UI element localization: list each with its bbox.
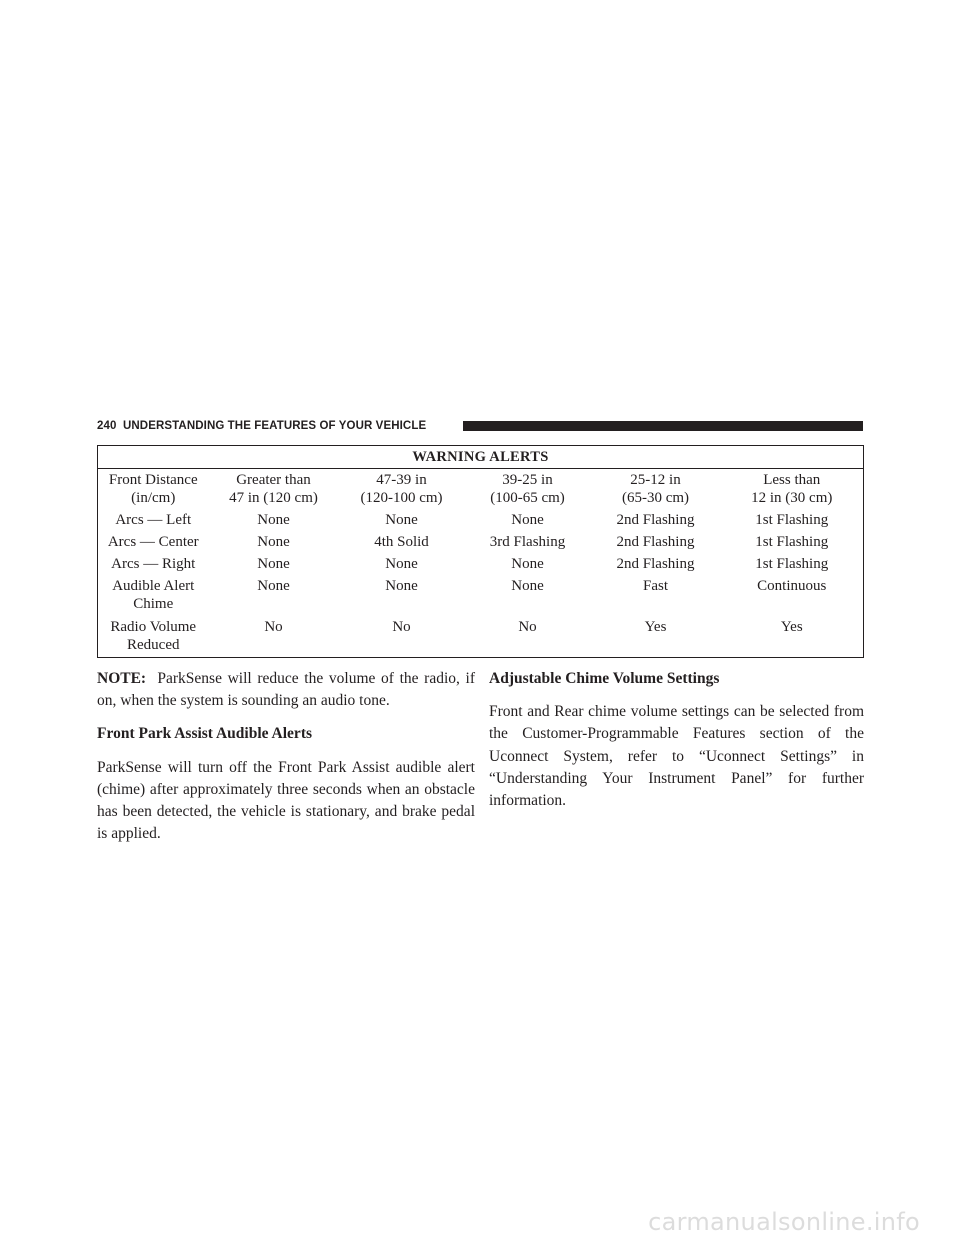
table-cell: [465, 531, 591, 553]
cell-text: Greater than: [236, 472, 311, 488]
cell-text: None: [257, 578, 290, 594]
cell-text: (65-30 cm): [621, 490, 690, 506]
table-cell: [721, 575, 864, 616]
cell-text: None: [257, 534, 290, 550]
table-row: [98, 575, 864, 616]
table-cell: [465, 575, 591, 616]
note-paragraph: [97, 668, 475, 712]
cell-text: 47-39 in: [376, 472, 427, 488]
table-title: WARNING ALERTS: [98, 446, 864, 469]
table-cell: [591, 509, 721, 531]
table-row: [98, 616, 864, 658]
table-cell: [721, 616, 864, 658]
section-title: UNDERSTANDING THE FEATURES OF YOUR VEHICLE: [123, 420, 427, 432]
cell-text: None: [511, 556, 544, 572]
cell-text: Yes: [644, 619, 667, 635]
watermark-text: carmanualsonline.info: [648, 1208, 920, 1236]
table-cell: [591, 531, 721, 553]
table-cell: [339, 509, 465, 531]
cell-text: None: [385, 578, 418, 594]
table-cell: [465, 553, 591, 575]
cell-text: 12 in (30 cm): [751, 490, 833, 506]
cell-text: 2nd Flashing: [616, 534, 695, 550]
table-cell: [339, 575, 465, 616]
table-header-cell: [721, 469, 864, 510]
cell-text: Arcs — Right: [111, 556, 196, 572]
cell-text: 39-25 in: [502, 472, 553, 488]
table-cell: [98, 616, 209, 658]
table-cell: [98, 531, 209, 553]
table-cell: [209, 531, 339, 553]
cell-text: Front Distance: [108, 472, 198, 488]
table-row: [98, 531, 864, 553]
cell-text: None: [257, 556, 290, 572]
cell-text: (120-100 cm): [360, 490, 443, 506]
cell-text: 2nd Flashing: [616, 512, 695, 528]
page-header: [97, 419, 863, 433]
chime-volume-paragraph: Front and Rear chime volume settings can be selected from the Customer-Programmable Features section of the Uconnect System, refer to “Uconnect Settings” in “Understanding Your Instrument Panel” for further information.: [489, 703, 864, 810]
cell-text: None: [511, 512, 544, 528]
cell-text: No: [392, 619, 411, 635]
table-cell: [721, 553, 864, 575]
table-cell: [339, 616, 465, 658]
table-cell: [98, 509, 209, 531]
table-cell: [465, 509, 591, 531]
table-cell: [591, 553, 721, 575]
table-cell: [339, 531, 465, 553]
header-rule: [463, 421, 863, 431]
warning-alerts-table: [97, 445, 864, 658]
table-cell: [721, 509, 864, 531]
table-header-cell: [209, 469, 339, 510]
cell-text: None: [385, 556, 418, 572]
cell-text: 1st Flashing: [755, 556, 829, 572]
cell-text: None: [511, 578, 544, 594]
table-header-cell: [465, 469, 591, 510]
table-header-cell: [591, 469, 721, 510]
table-cell: [209, 575, 339, 616]
cell-text: 4th Solid: [374, 534, 429, 550]
table-row: [98, 509, 864, 531]
note-text: ParkSense will reduce the volume of the radio, if on, when the system is sounding an audio tone.: [97, 670, 475, 710]
chime-volume-heading: Adjustable Chime Volume Settings: [489, 670, 720, 687]
cell-text: 3rd Flashing: [489, 534, 566, 550]
cell-text: 1st Flashing: [755, 512, 829, 528]
cell-text: Yes: [780, 619, 803, 635]
cell-text: 47 in (120 cm): [229, 490, 318, 506]
note-label: NOTE:: [97, 670, 147, 687]
front-park-assist-paragraph: ParkSense will turn off the Front Park Assist audible alert (chime) after approximately three seconds when an obstacle has been detected, the vehicle is stationary, and brake pedal is applied.: [97, 758, 475, 843]
cell-text: (in/cm): [131, 490, 176, 506]
cell-text: Fast: [642, 578, 668, 594]
table-cell: [209, 509, 339, 531]
table-row: [98, 553, 864, 575]
cell-text: Audible Alert: [112, 578, 195, 594]
cell-text: Arcs — Center: [107, 534, 199, 550]
table-cell: [591, 616, 721, 658]
cell-text: None: [257, 512, 290, 528]
cell-text: Reduced: [127, 637, 180, 653]
cell-text: (100-65 cm): [490, 490, 565, 506]
table-cell: [98, 553, 209, 575]
left-column: [97, 668, 475, 856]
table-cell: [98, 575, 209, 616]
cell-text: Radio Volume: [110, 619, 197, 635]
table-cell: [209, 553, 339, 575]
page-number: 240: [97, 420, 117, 432]
cell-text: No: [264, 619, 283, 635]
table-cell: [209, 616, 339, 658]
table-cell: [339, 553, 465, 575]
table-header-cell: [339, 469, 465, 510]
table-cell: [591, 575, 721, 616]
front-park-assist-heading: Front Park Assist Audible Alerts: [97, 725, 313, 743]
cell-text: Less than: [763, 472, 821, 488]
cell-text: Chime: [133, 596, 174, 612]
table-cell: [721, 531, 864, 553]
cell-text: Arcs — Left: [115, 512, 192, 528]
table-header-cell: [98, 469, 209, 510]
cell-text: 1st Flashing: [755, 534, 829, 550]
table-cell: [465, 616, 591, 658]
right-column: [489, 668, 864, 823]
cell-text: None: [385, 512, 418, 528]
cell-text: 25-12 in: [630, 472, 681, 488]
table-header-row: [98, 469, 864, 510]
cell-text: Continuous: [757, 578, 827, 594]
watermark: [0, 1206, 960, 1236]
cell-text: 2nd Flashing: [616, 556, 695, 572]
cell-text: No: [518, 619, 537, 635]
